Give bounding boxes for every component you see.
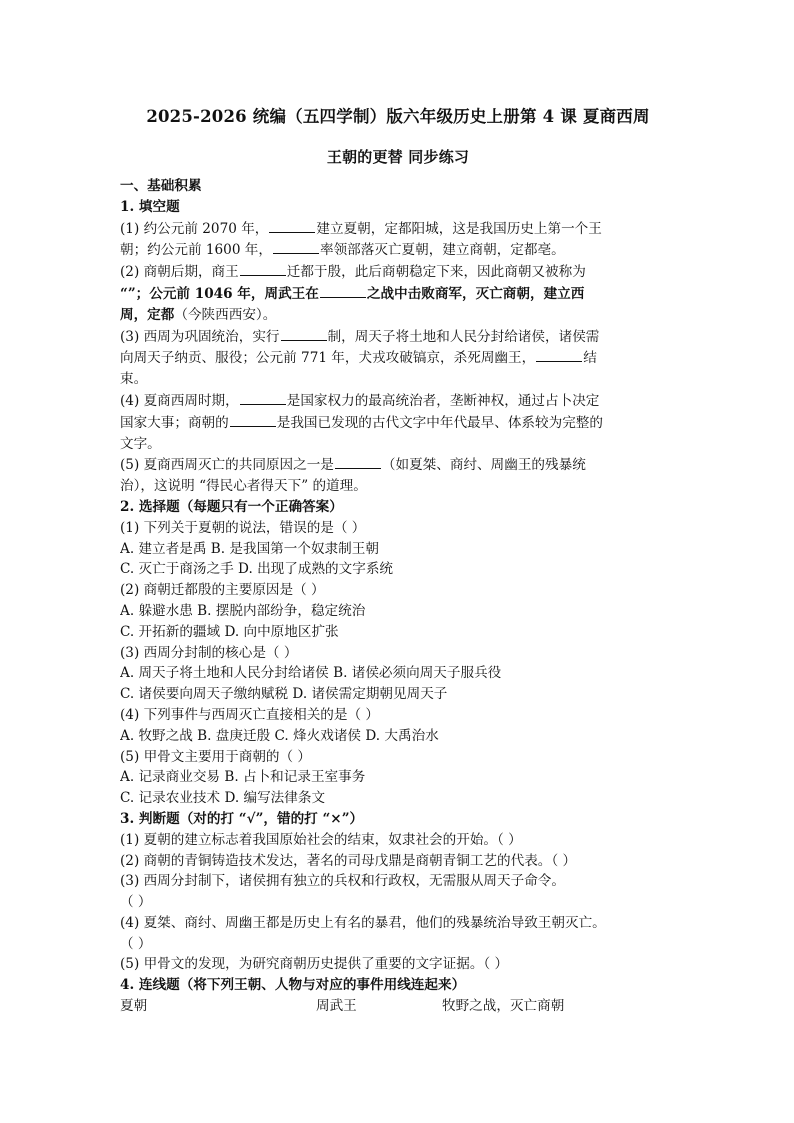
fill-text: (3) 西周为巩固统治，实行	[120, 328, 280, 345]
fill-text: 是我国已发现的古代文字中年代最早、体系较为完整的	[276, 414, 603, 431]
judge-line: (3) 西周分封制下，诸侯拥有独立的兵权和行政权，无需服从周天子命令。	[120, 873, 565, 890]
fill-item-3-line1	[120, 326, 676, 348]
fill-item-4-line3	[120, 434, 676, 455]
document-title-line2: 王朝的更替 同步练习	[326, 148, 470, 166]
answer-blank[interactable]	[281, 326, 327, 341]
judge-line: (5) 甲骨文的发现，为研究商朝历史提供了重要的文字证据。（ ）	[120, 956, 509, 973]
choice-options: A. 躲避水患 B. 摆脱内部纷争，稳定统治	[120, 602, 366, 619]
choice-options: C. 记录农业技术 D. 编写法律条文	[120, 790, 326, 807]
fill-text: 建立夏朝，定都阳城，这是我国历史上第一个王	[316, 220, 602, 237]
question-heading-judge: 3. 判断题（对的打 “√”，错的打 “×”）	[120, 810, 364, 827]
choice-line: (1) 下列关于夏朝的说法，错误的是（ ）	[120, 519, 366, 536]
question-heading-match: 4. 连线题（将下列王朝、人物与对应的事件用线连起来）	[120, 977, 466, 994]
fill-text: 是国家权力的最高统治者，垄断神权，通过占卜决定	[286, 392, 600, 409]
answer-blank[interactable]	[230, 412, 276, 427]
answer-blank[interactable]	[320, 283, 366, 298]
fill-text: 文字。	[120, 435, 161, 452]
fill-item-1-line2	[120, 239, 676, 261]
fill-text: （今陕西西安）。	[174, 306, 277, 323]
match-event[interactable]: 牧野之战，灭亡商朝	[442, 998, 565, 1015]
choice-options: A. 牧野之战 B. 盘庚迁殷 C. 烽火戏诸侯 D. 大禹治水	[120, 727, 439, 744]
choice-options: A. 记录商业交易 B. 占卜和记录王室事务	[120, 769, 366, 786]
fill-text: “”；公元前 1046 年，周武王在	[120, 285, 319, 302]
fill-item-3-line2	[120, 347, 676, 369]
choice-options: C. 诸侯要向周天子缴纳赋税 D. 诸侯需定期朝见周天子	[120, 686, 448, 703]
answer-blank[interactable]	[269, 218, 315, 233]
fill-text: 制，周天子将土地和人民分封给诸侯，诸侯需	[327, 328, 600, 345]
choice-options: A. 周天子将土地和人民分封给诸侯 B. 诸侯必须向周天子服兵役	[120, 665, 502, 682]
judge-line: (1) 夏朝的建立标志着我国原始社会的结束，奴隶社会的开始。（ ）	[120, 831, 522, 848]
judge-line: （ ）	[120, 935, 152, 952]
fill-item-3-line3	[120, 369, 676, 390]
answer-blank[interactable]	[240, 261, 286, 276]
choice-line: (2) 商朝迁都殷的主要原因是（ ）	[120, 582, 325, 599]
fill-item-4-line1	[120, 390, 676, 412]
question-heading-choice: 2. 选择题（每题只有一个正确答案）	[120, 498, 343, 515]
answer-blank[interactable]	[335, 454, 381, 469]
match-person[interactable]: 周武王	[316, 998, 357, 1015]
fill-text: （如夏桀、商纣、周幽王的残暴统	[381, 457, 586, 474]
fill-item-2-line3	[120, 305, 676, 326]
document-title-line1: 2025-2026 统编（五四学制）版六年级历史上册第 4 课 夏商西周	[146, 107, 650, 126]
judge-line: （ ）	[120, 894, 152, 911]
fill-text: (4) 夏商西周时期，	[120, 392, 239, 409]
fill-text: 周，定都	[120, 306, 175, 323]
fill-item-5-line1	[120, 454, 676, 476]
section-heading: 一、基础积累	[120, 178, 202, 194]
fill-text: 之战中击败商军，灭亡商朝，建立西	[366, 285, 585, 302]
fill-item-2-line2	[120, 283, 676, 305]
fill-text: 朝；约公元前 1600 年，	[120, 242, 272, 259]
fill-text: 迁都于殷，此后商朝稳定下来，因此商朝又被称为	[286, 264, 586, 281]
answer-blank[interactable]	[536, 347, 582, 362]
choice-options: C. 开拓新的疆域 D. 向中原地区扩张	[120, 623, 339, 640]
judge-line: (4) 夏桀、商纣、周幽王都是历史上有名的暴君，他们的残暴统治导致王朝灭亡。	[120, 914, 606, 931]
fill-text: (2) 商朝后期，商王	[120, 264, 239, 281]
fill-text: 结	[583, 350, 597, 367]
fill-text: (5) 夏商西周灭亡的共同原因之一是	[120, 457, 334, 474]
answer-blank[interactable]	[240, 390, 286, 405]
answer-blank[interactable]	[273, 239, 319, 254]
worksheet-content	[120, 176, 676, 1017]
choice-options: C. 灭亡于商汤之手 D. 出现了成熟的文字系统	[120, 561, 394, 578]
fill-text: 向周天子纳贡、服役；公元前 771 年，犬戎攻破镐京，杀死周幽王，	[120, 350, 536, 367]
choice-options: A. 建立者是禹 B. 是我国第一个奴隶制王朝	[120, 540, 379, 557]
match-dynasty[interactable]: 夏朝	[120, 998, 148, 1015]
choice-line: (5) 甲骨文主要用于商朝的（ ）	[120, 748, 312, 765]
question-heading-fill: 1. 填空题	[120, 198, 180, 215]
fill-item-2-line1	[120, 261, 676, 283]
fill-item-4-line2	[120, 412, 676, 434]
fill-text: (1) 约公元前 2070 年，	[120, 220, 269, 237]
fill-text: 国家大事；商朝的	[120, 414, 229, 431]
fill-text: 率领部落灭亡夏朝，建立商朝，定都亳。	[320, 242, 565, 259]
fill-text: 束。	[120, 371, 148, 388]
fill-item-5-line2	[120, 476, 676, 497]
fill-item-1-line1	[120, 218, 676, 240]
judge-line: (2) 商朝的青铜铸造技术发达，著名的司母戊鼎是商朝青铜工艺的代表。（ ）	[120, 852, 577, 869]
match-row	[120, 996, 676, 1017]
fill-text: 治），这说明 “得民心者得天下” 的道理。	[120, 478, 367, 495]
choice-line: (3) 西周分封制的核心是（ ）	[120, 644, 298, 661]
choice-line: (4) 下列事件与西周灭亡直接相关的是（ ）	[120, 706, 379, 723]
